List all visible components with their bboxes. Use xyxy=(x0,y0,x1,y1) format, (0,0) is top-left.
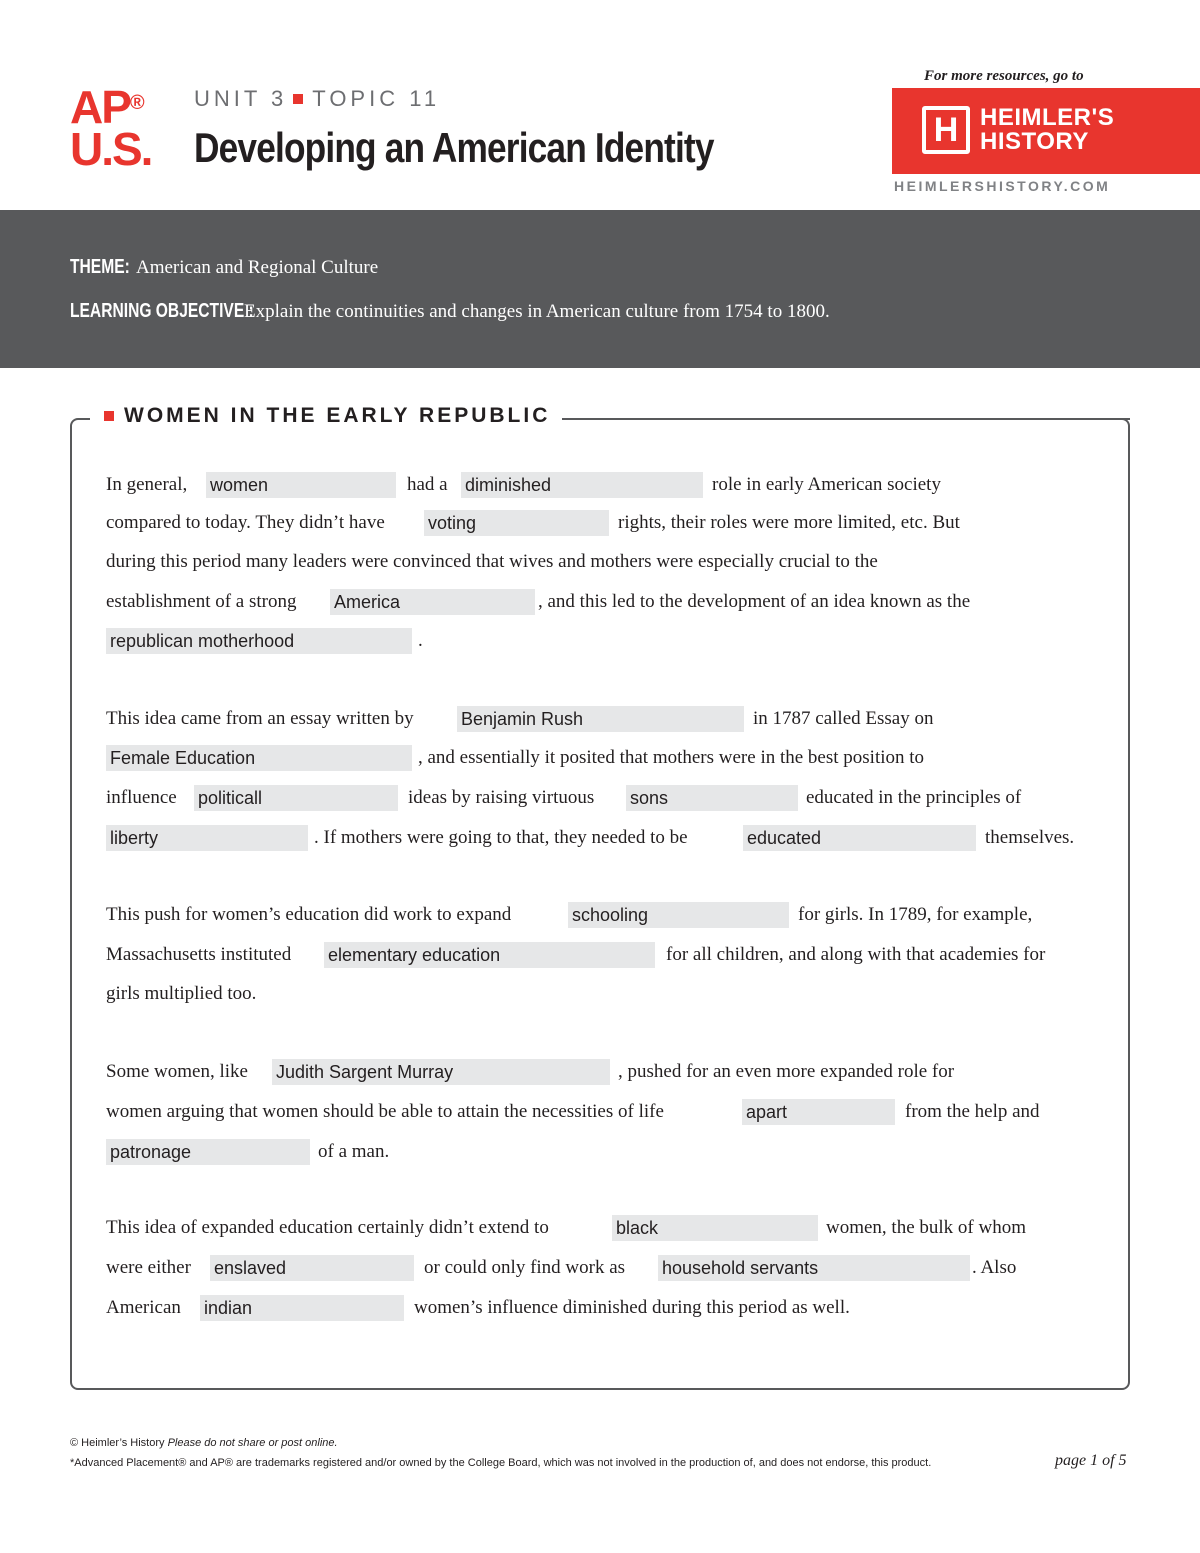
heimlers-history-logo[interactable] xyxy=(892,88,1200,174)
fill-blank-enslaved[interactable]: enslaved xyxy=(210,1255,414,1281)
logo-us: U.S. xyxy=(70,123,152,175)
static-text: women arguing that women should be able to attain the necessities of life xyxy=(106,1101,664,1122)
static-text: . Also xyxy=(972,1257,1017,1278)
static-text: educated in the principles of xyxy=(806,787,1022,808)
static-text: during this period many leaders were convinced that wives and mothers were especially crucial to the xyxy=(106,551,878,572)
learning-objective-row xyxy=(70,300,830,323)
brand-url-link[interactable]: HEIMLERSHISTORY.COM xyxy=(894,178,1111,194)
logo-registered-mark: ® xyxy=(129,92,145,114)
static-text: for all children, and along with that academies for xyxy=(666,944,1046,965)
static-text: This idea came from an essay written by xyxy=(106,708,414,729)
static-text: or could only find work as xyxy=(424,1257,626,1278)
static-text: . xyxy=(418,630,423,651)
static-text: , and essentially it posited that mothers were in the best position to xyxy=(418,747,925,768)
static-text: women, the bulk of whom xyxy=(826,1217,1027,1238)
static-text: rights, their roles were more limited, etc. But xyxy=(618,512,960,533)
static-text: Some women, like xyxy=(106,1061,248,1082)
brand-line-2: HISTORY xyxy=(980,128,1089,155)
static-text: for girls. In 1789, for example, xyxy=(798,904,1033,925)
static-text: girls multiplied too. xyxy=(106,983,257,1004)
fill-blank-liberty[interactable]: liberty xyxy=(106,825,308,851)
learning-objective-value: Explain the continuities and changes in American culture from 1754 to 1800. xyxy=(244,301,830,322)
static-text: from the help and xyxy=(905,1101,1040,1122)
static-text: American xyxy=(106,1297,181,1318)
static-text: were either xyxy=(106,1257,191,1278)
brand-line-1: HEIMLER'S xyxy=(980,104,1115,131)
static-text: establishment of a strong xyxy=(106,591,297,612)
learning-objective-label: LEARNING OBJECTIVE : xyxy=(70,300,254,322)
static-text: , pushed for an even more expanded role for xyxy=(618,1061,955,1082)
fill-blank-women[interactable]: women xyxy=(206,472,396,498)
fill-blank-voting[interactable]: voting xyxy=(424,510,609,536)
static-text: . If mothers were going to that, they needed to be xyxy=(314,827,688,848)
static-text: This idea of expanded education certainly didn’t extend to xyxy=(106,1217,549,1238)
static-text: women’s influence diminished during this period as well. xyxy=(414,1297,850,1318)
static-text: In general, xyxy=(106,474,188,495)
copyright-text: © Heimler’s History xyxy=(70,1437,165,1449)
heading-rule xyxy=(475,418,1130,420)
fill-blank-apart[interactable]: apart xyxy=(742,1099,895,1125)
fill-blank-educated[interactable]: educated xyxy=(743,825,976,851)
static-text: ideas by raising virtuous xyxy=(408,787,595,808)
static-text: role in early American society xyxy=(712,474,941,495)
unit-label: UNIT 3 xyxy=(194,86,288,111)
topic-label: TOPIC 11 xyxy=(312,86,441,111)
static-text: influence xyxy=(106,787,177,808)
static-text: of a man. xyxy=(318,1141,390,1162)
footer-copyright xyxy=(70,1437,338,1449)
red-square-bullet xyxy=(104,411,114,421)
resources-text: For more resources, go to xyxy=(924,68,1084,84)
static-text: themselves. xyxy=(985,827,1075,848)
static-text: compared to today. They didn’t have xyxy=(106,512,385,533)
fill-blank-elementary-education[interactable]: elementary education xyxy=(324,942,655,968)
theme-band xyxy=(0,210,1200,368)
section-heading xyxy=(90,404,562,434)
fill-blank-republican-motherhood[interactable]: republican motherhood xyxy=(106,628,412,654)
section-heading-text: WOMEN IN THE EARLY REPUBLIC xyxy=(124,404,551,427)
fill-blank-judith-sargent-murray[interactable]: Judith Sargent Murray xyxy=(272,1059,610,1085)
unit-topic-line xyxy=(194,86,440,112)
red-square-separator xyxy=(293,94,303,104)
theme-row xyxy=(70,256,378,279)
fill-blank-female-education[interactable]: Female Education xyxy=(106,745,412,771)
static-text: in 1787 called Essay on xyxy=(753,708,934,729)
fill-blank-household-servants[interactable]: household servants xyxy=(658,1255,970,1281)
page-title: Developing an American Identity xyxy=(194,124,714,171)
fill-blank-schooling[interactable]: schooling xyxy=(568,902,789,928)
share-notice: Please do not share or post online. xyxy=(167,1437,338,1449)
static-text: This push for women’s education did work to expand xyxy=(106,904,512,925)
fill-blank-politicall[interactable]: politicall xyxy=(194,785,398,811)
fill-blank-patronage[interactable]: patronage xyxy=(106,1139,310,1165)
fill-blank-indian[interactable]: indian xyxy=(200,1295,404,1321)
fill-blank-america[interactable]: America xyxy=(330,589,535,615)
fill-blank-black[interactable]: black xyxy=(612,1215,818,1241)
logo-ap: AP xyxy=(70,81,130,133)
brand-name xyxy=(980,106,1114,154)
ap-us-logo xyxy=(70,81,180,178)
page-number: page 1 of 5 xyxy=(1055,1452,1127,1469)
heimlers-h-icon: H xyxy=(922,106,970,154)
fill-blank-benjamin-rush[interactable]: Benjamin Rush xyxy=(457,706,744,732)
static-text: , and this led to the development of an idea known as the xyxy=(538,591,971,612)
theme-label: THEME: xyxy=(70,256,130,278)
fill-blank-diminished[interactable]: diminished xyxy=(461,472,703,498)
theme-value: American and Regional Culture xyxy=(136,257,379,278)
static-text: had a xyxy=(407,474,448,495)
fill-blank-sons[interactable]: sons xyxy=(626,785,798,811)
footer-trademark: *Advanced Placement® and AP® are trademarks registered and/or owned by the College Board, which was not involved in the production of, and does not endorse, this product. xyxy=(70,1457,932,1469)
static-text: Massachusetts instituted xyxy=(106,944,292,965)
